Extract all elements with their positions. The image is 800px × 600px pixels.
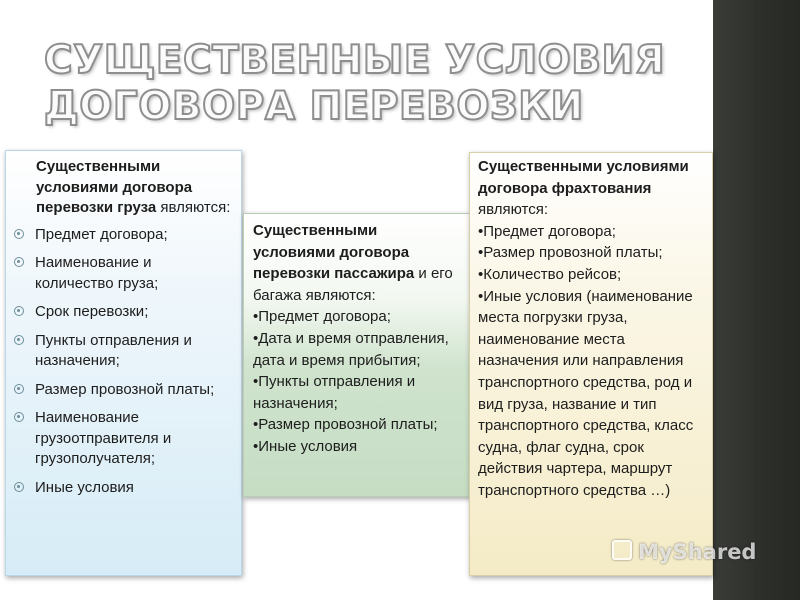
cargo-list-item <box>14 408 231 470</box>
slide-title <box>44 38 684 130</box>
charter-list-item: •Количество рейсов; <box>478 265 622 283</box>
passenger-list-item: •Предмет договора; <box>253 308 391 326</box>
cargo-item-text: Предмет договора; <box>35 225 168 243</box>
cargo-list-item <box>14 225 231 246</box>
passenger-intro <box>253 220 461 306</box>
circle-bullet-icon <box>14 229 24 239</box>
decorative-sidebar <box>713 0 800 600</box>
cargo-intro-bold: Существенными условиями договора перевозки груза <box>36 158 193 216</box>
cargo-item-text: Пункты отправления и назначения; <box>35 331 192 369</box>
slide-title-line-1: СУЩЕСТВЕННЫЕ УСЛОВИЯ <box>44 38 666 83</box>
cargo-intro <box>14 157 231 219</box>
cargo-intro-rest: являются: <box>156 199 231 216</box>
charter-conditions-list <box>478 221 704 502</box>
cargo-list-item <box>14 253 231 294</box>
cargo-conditions-box <box>5 150 242 576</box>
passenger-list-item: •Размер провозной платы; <box>253 416 438 434</box>
cargo-item-text: Размер провозной платы; <box>35 380 215 398</box>
charter-list-item: •Предмет договора; <box>478 222 616 240</box>
circle-bullet-icon <box>14 412 24 422</box>
charter-intro-rest: являются: <box>478 201 549 219</box>
charter-intro <box>478 156 704 221</box>
circle-bullet-icon <box>14 257 24 267</box>
passenger-intro-rest: и его багажа являются: <box>253 265 453 304</box>
passenger-list-item: •Пункты отправления и назначения; <box>253 373 416 412</box>
passenger-list-item: •Дата и время отправления, дата и время прибытия; <box>253 329 449 369</box>
cargo-item-text: Срок перевозки; <box>35 303 149 320</box>
charter-intro-bold: Существенными условиями договора фрахтования <box>478 158 689 197</box>
charter-list-item: •Иные условия (наименование места погрузки груза, наименование места назначения или направления транспортного средства, род и вид груза, название и тип транспортного средства, класс судна, флаг судна, срок действия чартера, маршрут транспортного средства …) <box>478 287 694 499</box>
cargo-conditions-list <box>14 225 231 499</box>
passenger-list-item: •Иные условия <box>253 437 358 455</box>
cargo-list-item <box>14 478 231 499</box>
cargo-list-item <box>14 331 231 372</box>
cargo-item-text: Наименование грузоотправителя и грузополучателя; <box>35 409 172 467</box>
myshared-watermark <box>612 540 756 564</box>
passenger-conditions-list <box>253 306 461 457</box>
slide-title-line-2: ДОГОВОРА ПЕРЕВОЗКИ <box>44 84 584 129</box>
cargo-item-text: Иные условия <box>35 478 134 496</box>
shopping-cart-logo-icon <box>612 540 632 560</box>
circle-bullet-icon <box>14 482 24 492</box>
circle-bullet-icon <box>14 384 24 394</box>
cargo-list-item <box>14 380 231 401</box>
circle-bullet-icon <box>14 335 24 345</box>
watermark-text: MyShared <box>638 540 757 564</box>
cargo-list-item <box>14 302 231 323</box>
charter-list-item: •Размер провозной платы; <box>478 244 663 262</box>
circle-bullet-icon <box>14 306 24 316</box>
passenger-intro-bold: Существенными условиями договора перевозки пассажира <box>253 222 415 283</box>
charter-conditions-box <box>469 152 713 576</box>
passenger-conditions-box <box>243 213 470 497</box>
cargo-item-text: Наименование и количество груза; <box>35 254 159 292</box>
